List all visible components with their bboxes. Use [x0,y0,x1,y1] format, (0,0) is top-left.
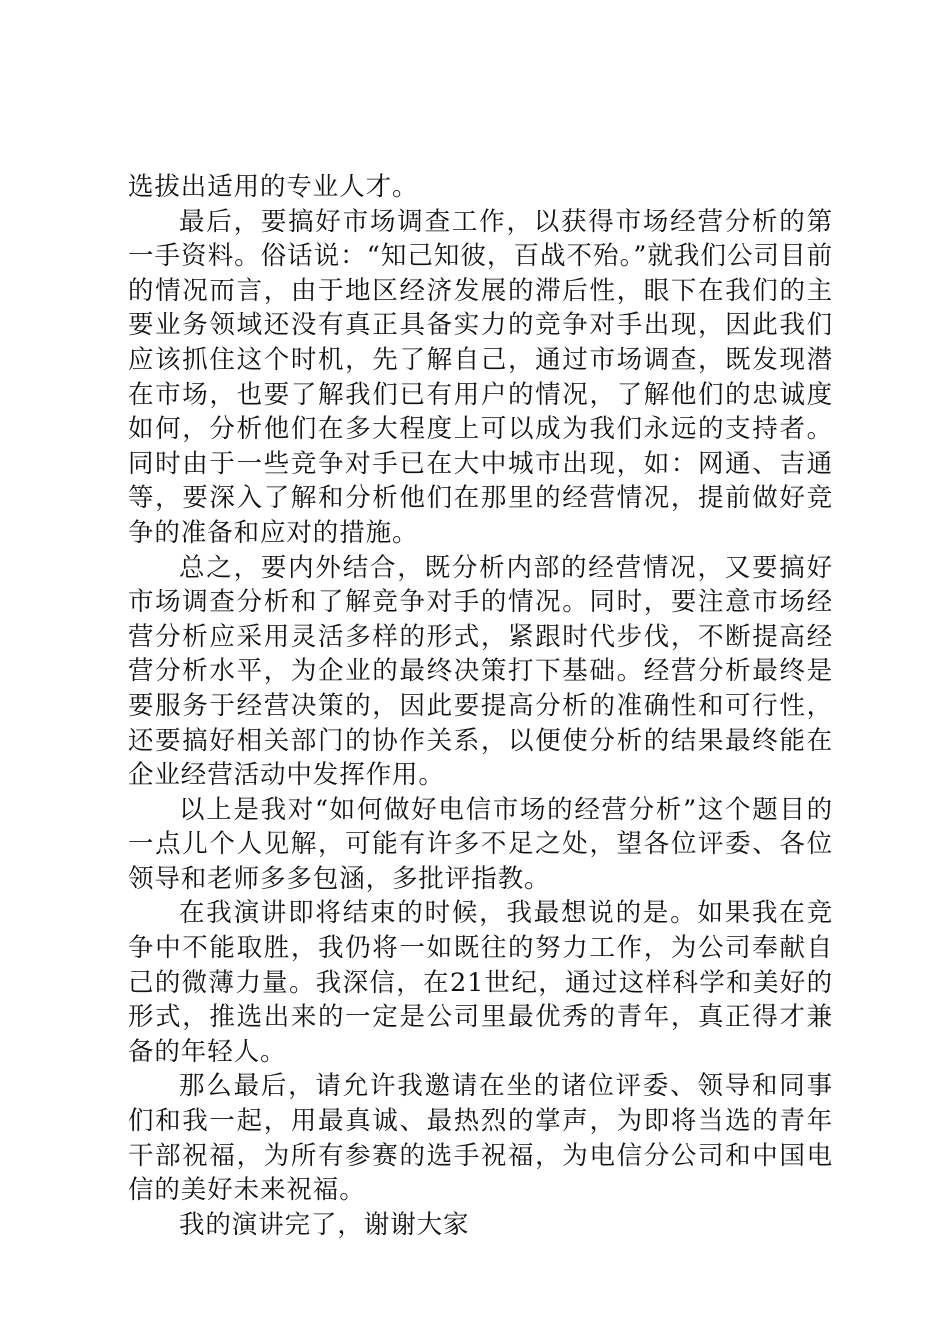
paragraph-thanks: 我的演讲完了，谢谢大家 [179,1209,470,1240]
paragraph-continuation: 选拔出适用的专业人才。 [128,172,419,202]
document-body [128,170,833,1242]
paragraph-market-survey: 最后，要搞好市场调查工作，以获得市场经营分析的第一手资料。俗话说：“知己知彼，百战不殆。”就我们公司目前的情况而言，由于地区经济发展的滞后性，眼下在我们的主要业务领域还没有真正具备实力的竞争对手出现，因此我们应该抓住这个时机，先了解自己，通过市场调查，既发现潜在市场，也要了解我们已有用户的情况，了解他们的忠诚度如何，分析他们在多大程度上可以成为我们永远的支持者。同时由于一些竞争对手已在大中城市出现，如：网通、吉通等，要深入了解和分析他们在那里的经营情况，提前做好竞争的准备和应对的措施。 [128,206,833,548]
paragraph-summary: 总之，要内外结合，既分析内部的经营情况，又要搞好市场调查分析和了解竞争对手的情况。同时，要注意市场经营分析应采用灵活多样的形式，紧跟时代步伐，不断提高经营分析水平，为企业的最终决策打下基础。经营分析最终是要服务于经营决策的，因此要提高分析的准确性和可行性，还要搞好相关部门的协作关系，以便使分析的结果最终能在企业经营活动中发挥作用。 [128,552,833,791]
paragraph-invitation: 那么最后，请允许我邀请在坐的诸位评委、领导和同事们和我一起，用最真诚、最热烈的掌声，为即将当选的青年干部祝福，为所有参赛的选手祝福，为电信分公司和中国电信的美好未来祝福。 [128,1071,833,1206]
paragraph-closing-thoughts: 在我演讲即将结束的时候，我最想说的是。如果我在竞争中不能取胜，我仍将一如既往的努力工作，为公司奉献自己的微薄力量。我深信，在21世纪，通过这样科学和美好的形式，推选出来的一定是公司里最优秀的青年，真正得才兼备的年轻人。 [128,898,833,1067]
paragraph-personal-view: 以上是我对“如何做好电信市场的经营分析”这个题目的一点儿个人见解，可能有许多不足之处，望各位评委、各位领导和老师多多包涵，多批评指教。 [128,794,833,894]
